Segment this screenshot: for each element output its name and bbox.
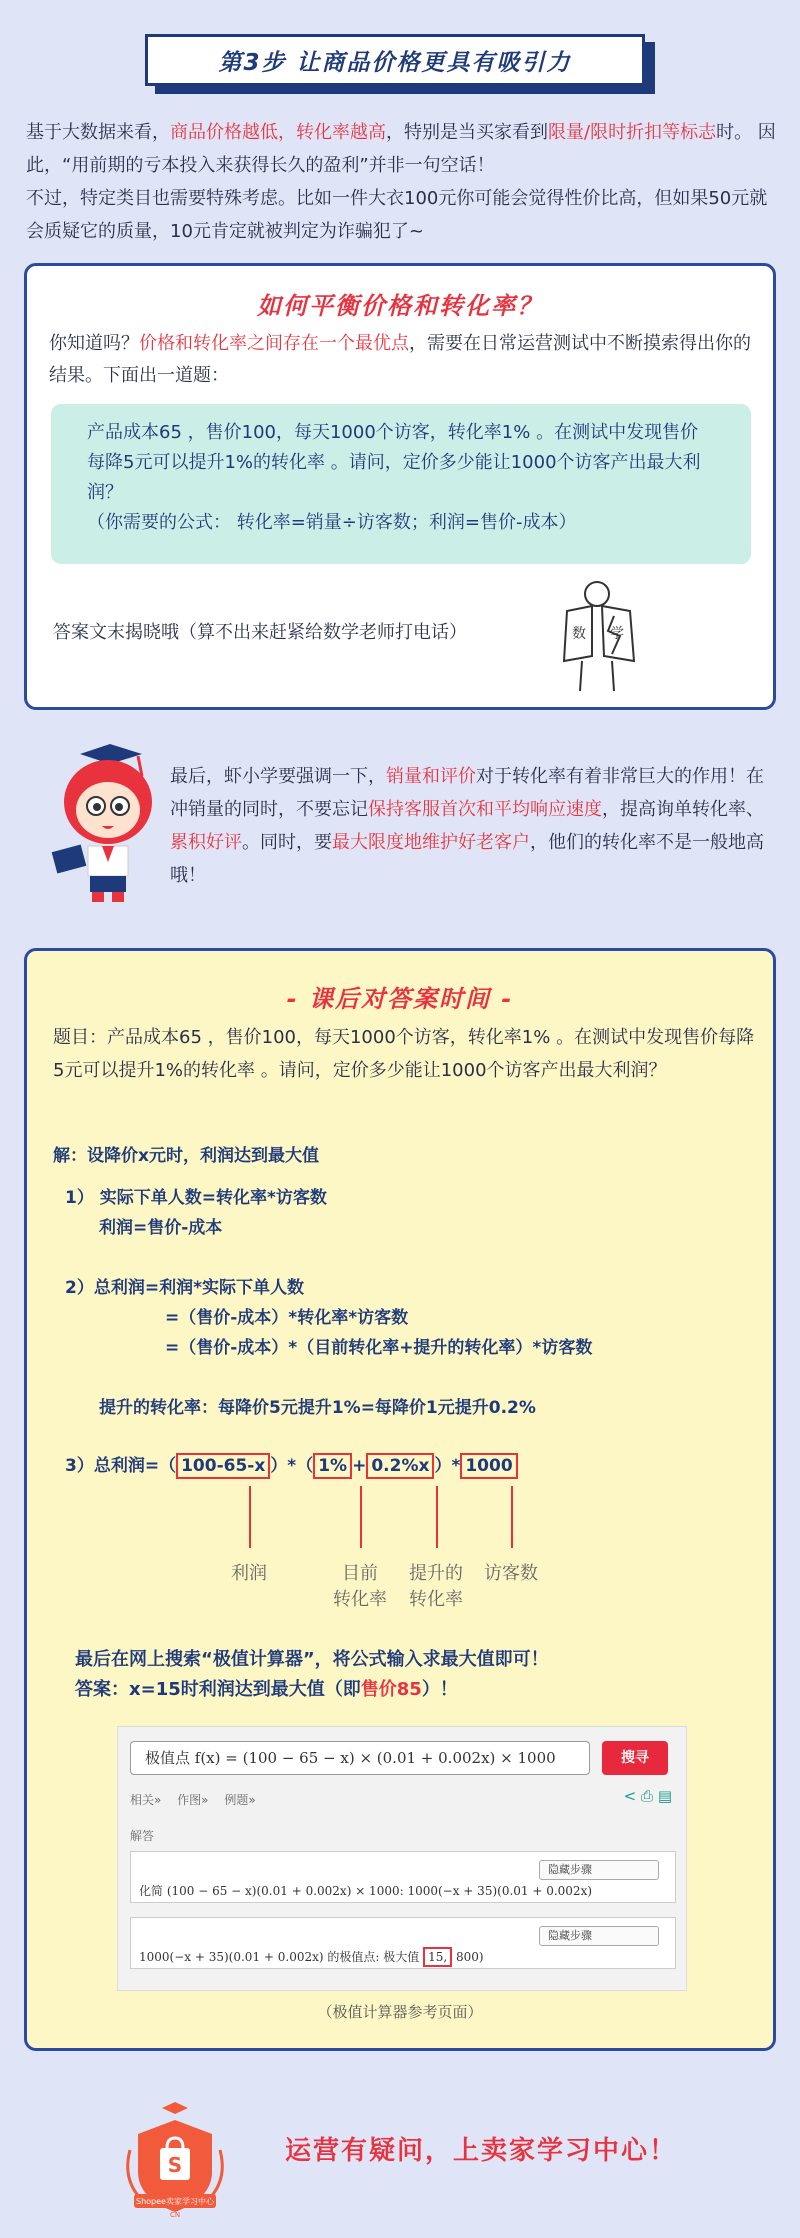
answer-section-label: 解答 xyxy=(130,1829,155,1843)
answer-question: 题目：产品成本65 ，售价100，每天1000个访客，转化率1% 。在测试中发现售价每降5元可以提升1%的转化率 。请问，定价多少能让1000个访客产出最大利润？ xyxy=(53,1027,755,1081)
math-book-doodle xyxy=(542,576,652,696)
final-instruction: 最后在网上搜索“极值计算器”，将公式输入求最大值即可！ xyxy=(75,1649,549,1670)
text-highlight: 最大限度地维护好老客户 xyxy=(332,832,530,853)
simplify-panel xyxy=(130,1851,676,1903)
formula-text: 3）总利润=（ xyxy=(65,1456,177,1476)
solution-step-2c: =（售价-成本）*（目前转化率+提升的转化率）*访客数 xyxy=(165,1338,593,1358)
formula-box-profit: 100-65-x xyxy=(176,1453,270,1479)
calculator-input[interactable]: 极值点 f(x) = (100 − 65 − x) × (0.01 + 0.002x) × 1000 xyxy=(130,1741,590,1775)
doodle-char: 数 xyxy=(572,626,586,642)
formula-text: ）* xyxy=(434,1456,461,1476)
text-highlight: 累积好评 xyxy=(170,832,242,853)
card-title: 如何平衡价格和转化率？ xyxy=(257,292,543,320)
text-segment: ，提高询单转化率、 xyxy=(602,799,764,820)
pointer-line xyxy=(360,1486,362,1548)
share-icon[interactable]: < xyxy=(623,1787,637,1805)
formula-text: ）*（ xyxy=(270,1456,314,1476)
intro-text xyxy=(26,116,776,248)
text-segment: ，他们的转化率不是一般地高哦！ xyxy=(170,832,764,886)
solution-step-1a: 1） 实际下单人数=转化率*访客数 xyxy=(65,1188,327,1208)
intro-paragraph-2: 不过，特定类目也需要特殊考虑。比如一件大衣100元你可能会觉得性价比高，但如果50元就会质疑它的质量，10元肯定就被判定为诈骗犯了~ xyxy=(26,188,768,242)
print-icon[interactable]: ⎙ xyxy=(641,1787,654,1805)
logo-subtext: CN xyxy=(169,2211,181,2219)
answer-hint: 答案文末揭晓哦（算不出来赶紧给数学老师打电话） xyxy=(53,622,467,643)
pointer-line xyxy=(436,1486,438,1548)
extremum-panel xyxy=(130,1917,676,1969)
solution-step-2b: =（售价-成本）*转化率*访客数 xyxy=(165,1308,409,1328)
text-highlight: 价格和转化率之间存在一个最优点 xyxy=(139,333,409,354)
hide-steps-select[interactable]: 隐藏步骤 xyxy=(539,1926,659,1946)
simplify-text: 化简 (100 − 65 − x)(0.01 + 0.002x) × 1000: 1000(−x + 35)(0.01 + 0.002x) xyxy=(139,1884,593,1898)
intro-highlight: 限量/限时折扣等标志 xyxy=(548,122,717,143)
plot-link[interactable]: 作图» xyxy=(177,1793,209,1807)
card-title: - 课后对答案时间 - xyxy=(286,985,514,1013)
problem-box xyxy=(51,404,751,564)
solution-step-3 xyxy=(65,1451,518,1481)
intro-paragraph-1 xyxy=(26,116,776,182)
calculator-screenshot xyxy=(117,1726,687,1991)
search-button[interactable]: 搜寻 xyxy=(602,1741,668,1775)
label-profit: 利润 xyxy=(231,1563,267,1584)
text-segment: 对于转化率有着非常巨大的作用！在冲销量的同时，不要忘记 xyxy=(170,766,764,820)
problem-text: 产品成本65 ，售价100，每天1000个访客，转化率1% 。在测试中发现售价每降5元可以提升1%的转化率 。请问，定价多少能让1000个访客产出最大利润？ xyxy=(87,422,701,503)
balance-card xyxy=(24,263,776,710)
calculator-tools xyxy=(624,1787,672,1805)
solution-step-1b: 利润=售价-成本 xyxy=(99,1218,223,1238)
intro-text-segment: 基于大数据来看， xyxy=(26,122,170,143)
answer-highlight: 售价85 xyxy=(360,1679,422,1700)
text-highlight: 销量和评价 xyxy=(386,766,476,787)
text-highlight: 保持客服首次和平均响应速度 xyxy=(368,799,602,820)
examples-link[interactable]: 例题» xyxy=(224,1793,256,1807)
formula-box-raised-rate: 0.2%x xyxy=(366,1453,434,1479)
calculator-caption: （极值计算器参考页面） xyxy=(317,2003,483,2021)
calculator-links xyxy=(130,1791,268,1808)
logo-text: Shopee卖家学习中心 xyxy=(136,2197,214,2206)
intro-text-segment: ，特别是当买家看到 xyxy=(386,122,548,143)
text-segment: 最后，虾小学要强调一下， xyxy=(170,766,386,787)
text-segment: ）！ xyxy=(421,1679,458,1700)
label-current-rate: 目前 转化率 xyxy=(333,1563,387,1610)
pointer-line xyxy=(511,1486,513,1548)
answer-card xyxy=(24,948,776,2051)
pointer-line xyxy=(249,1486,251,1548)
intro-text-segment: 时。 因此，“用前期的亏本投入来获得长久的盈利”并非一句空话！ xyxy=(26,122,776,176)
mascot-illustration xyxy=(50,742,162,904)
text-segment: 。同时，要 xyxy=(242,832,332,853)
final-answer xyxy=(75,1675,458,1705)
text-segment: 你知道吗？ xyxy=(49,333,139,354)
conversion-rate-line: 提升的转化率：每降价5元提升1%=每降价1元提升0.2% xyxy=(99,1398,536,1418)
extremum-highlight: 15, xyxy=(423,1947,452,1967)
step-banner xyxy=(145,34,655,94)
mascot-text xyxy=(170,760,765,892)
label-visitors: 访客数 xyxy=(484,1563,538,1584)
text-segment: 800) xyxy=(452,1950,484,1964)
svg-text:S: S xyxy=(167,2153,183,2177)
footer-slogan: 运营有疑问，上卖家学习中心！ xyxy=(285,2136,678,2166)
shopee-learning-center-logo xyxy=(112,2090,238,2220)
doodle-char: 学 xyxy=(610,626,624,642)
solution-step-2a: 2）总利润=利润*实际下单人数 xyxy=(65,1278,304,1298)
extremum-text xyxy=(139,1948,484,1965)
formula-box-current-rate: 1% xyxy=(313,1453,352,1479)
text-segment: 答案：x=15时利润达到最大值（即 xyxy=(75,1679,361,1700)
intro-highlight: 商品价格越低，转化率越高 xyxy=(170,122,386,143)
banner-title: 第3步 让商品价格更具有吸引力 xyxy=(145,34,645,86)
text-segment: ，需要在日常运营测试中不断摸索得出你的结果。下面出一道题： xyxy=(49,333,751,386)
formula-hint: （你需要的公式： 转化率=销量÷访客数；利润=售价-成本） xyxy=(87,512,577,533)
related-link[interactable]: 相关» xyxy=(130,1793,162,1807)
question-intro xyxy=(49,328,759,392)
formula-box-visitors: 1000 xyxy=(460,1453,517,1479)
solution-heading: 解：设降价x元时，利润达到最大值 xyxy=(53,1146,319,1166)
label-raised-rate: 提升的 转化率 xyxy=(409,1563,463,1610)
text-segment: 1000(−x + 35)(0.01 + 0.002x) 的极值点: 极大值 xyxy=(139,1950,424,1964)
export-icon[interactable]: ▤ xyxy=(657,1787,672,1805)
hide-steps-select[interactable]: 隐藏步骤 xyxy=(539,1860,659,1880)
formula-text: + xyxy=(352,1456,367,1476)
